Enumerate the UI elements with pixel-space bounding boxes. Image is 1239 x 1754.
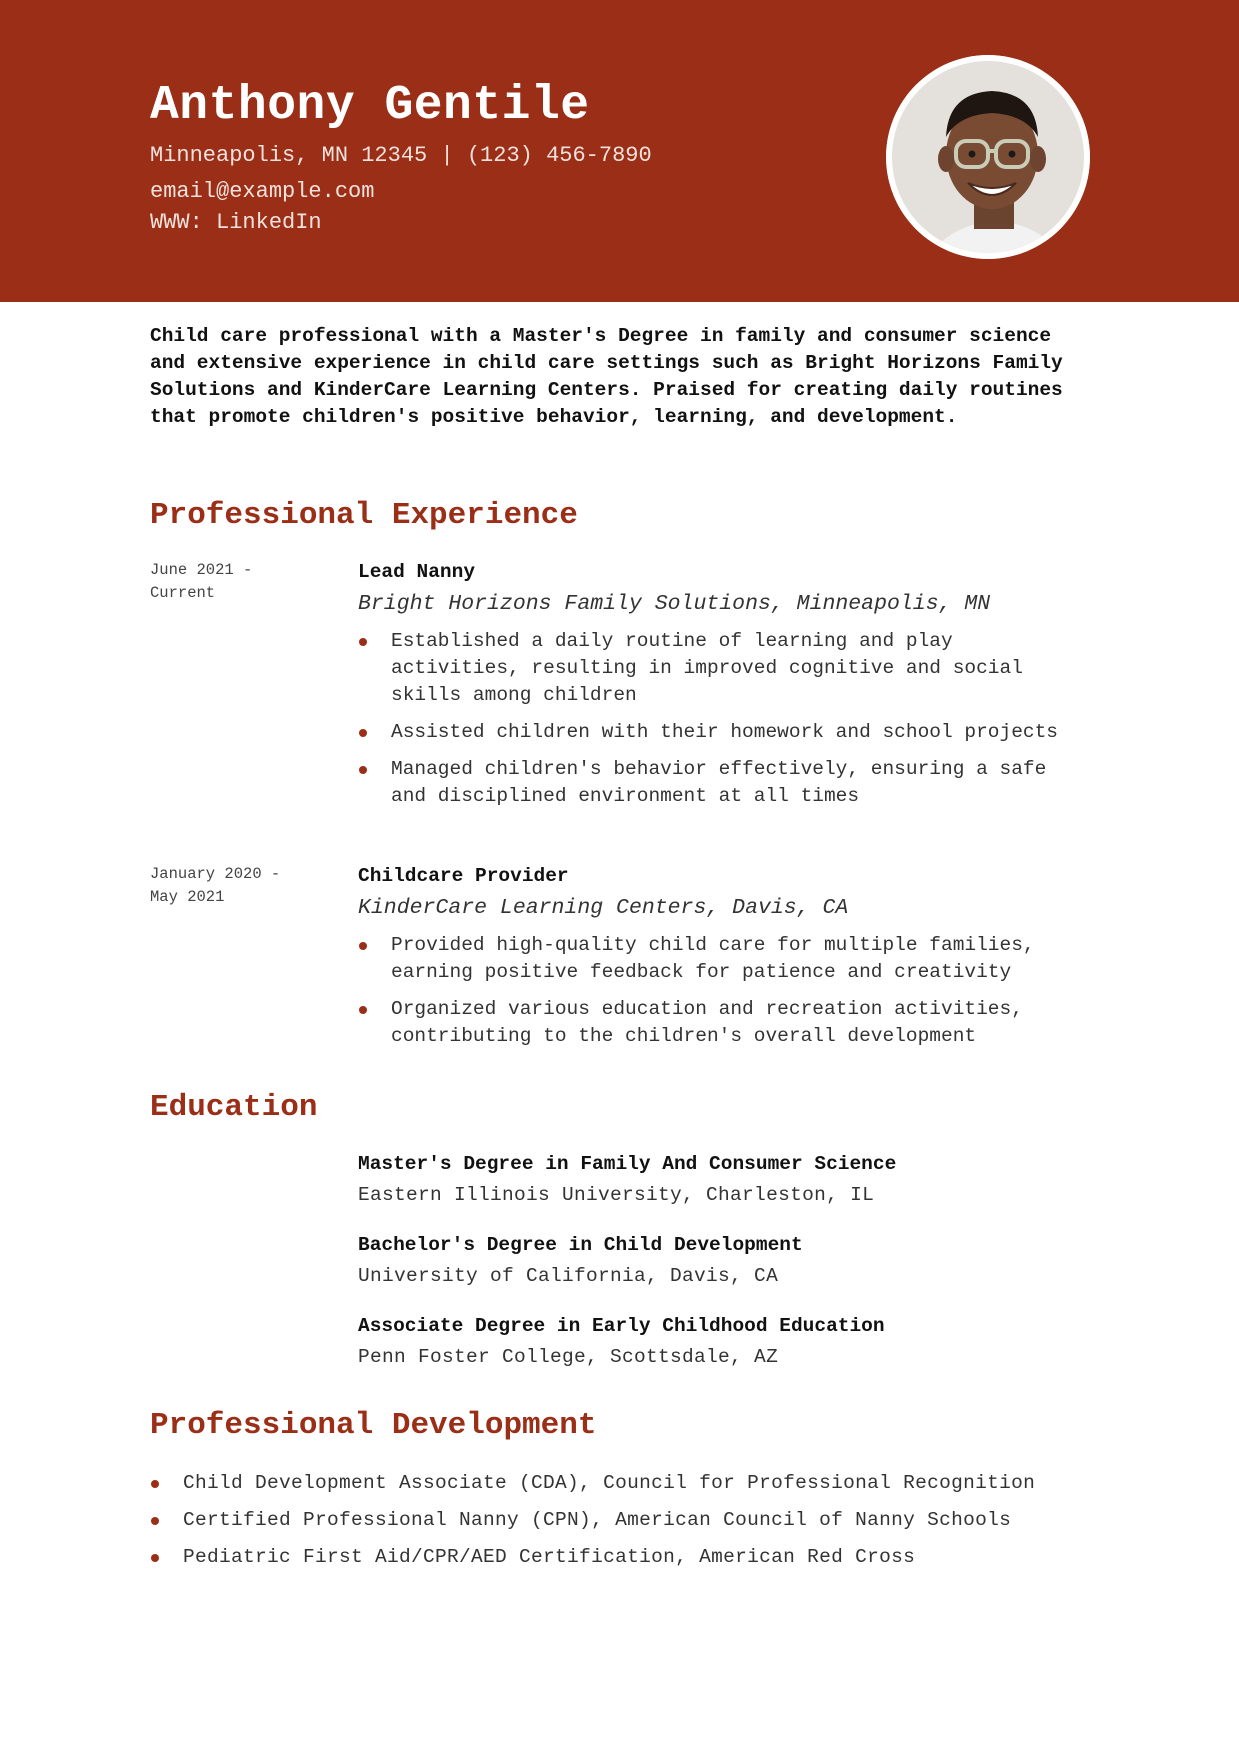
candidate-name: Anthony Gentile [150,79,590,133]
job-bullet [358,996,1088,1050]
date-start: January 2020 - [150,865,281,883]
bullet-dot-icon [151,1517,159,1525]
development-item-text: Child Development Associate (CDA), Council for Professional Recognition [183,1472,1036,1494]
experience-section-title: Professional Experience [150,498,578,533]
development-item [150,1507,1100,1534]
email-link[interactable]: email@example.com [150,179,375,204]
job-title: Lead Nanny [358,561,476,583]
date-end: Current [150,584,216,602]
job-bullet-list [358,932,1088,1060]
job-company: KinderCare Learning Centers, Davis, CA [358,896,849,920]
education-school: University of California, Davis, CA [358,1265,779,1287]
bullet-dot-icon [359,942,367,950]
development-item-text: Pediatric First Aid/CPR/AED Certification, American Red Cross [183,1546,916,1568]
job-bullet-text: Assisted children with their homework and school projects [391,721,1059,743]
education-school: Eastern Illinois University, Charleston, IL [358,1184,875,1206]
job-title: Childcare Provider [358,865,569,887]
job-bullet [358,756,1088,810]
job-bullet [358,932,1088,986]
education-school: Penn Foster College, Scottsdale, AZ [358,1346,779,1368]
education-degree: Associate Degree in Early Childhood Education [358,1315,885,1337]
job-bullet [358,628,1088,709]
profile-photo [886,55,1090,259]
education-section-title: Education [150,1090,318,1125]
profile-photo-image [886,55,1090,259]
bullet-dot-icon [151,1554,159,1562]
education-degree: Bachelor's Degree in Child Development [358,1234,803,1256]
development-section-title: Professional Development [150,1408,597,1443]
professional-summary: Child care professional with a Master's Degree in family and consumer science and extensive experience in child care settings such as Bright Horizons Family Solutions and KinderCare Learning Centers. Praised for creating daily routines that promote children's positive behavior, learning, and development. [150,325,1063,428]
job-bullet [358,719,1088,746]
development-item [150,1544,1100,1571]
bullet-dot-icon [359,766,367,774]
job-company: Bright Horizons Family Solutions, Minneapolis, MN [358,592,991,616]
bullet-dot-icon [151,1480,159,1488]
job-date-range [150,863,330,909]
job-bullet-text: Established a daily routine of learning and play activities, resulting in improved cognitive and social skills among children [391,630,1023,706]
job-bullet-text: Organized various education and recreation activities, contributing to the children's overall development [391,998,1023,1047]
bullet-dot-icon [359,1006,367,1014]
job-bullet-text: Provided high-quality child care for multiple families, earning positive feedback for patience and creativity [391,934,1035,983]
date-end: May 2021 [150,888,225,906]
linkedin-link[interactable]: WWW: LinkedIn [150,210,322,235]
education-degree: Master's Degree in Family And Consumer Science [358,1153,897,1175]
job-date-range [150,559,330,605]
job-bullet-text: Managed children's behavior effectively, ensuring a safe and disciplined environment at all times [391,758,1047,807]
address-phone: Minneapolis, MN 12345 | (123) 456-7890 [150,143,652,168]
development-list [150,1470,1100,1581]
development-item-text: Certified Professional Nanny (CPN), American Council of Nanny Schools [183,1509,1012,1531]
bullet-dot-icon [359,638,367,646]
date-start: June 2021 - [150,561,253,579]
bullet-dot-icon [359,729,367,737]
resume-header [0,0,1239,302]
job-bullet-list [358,628,1088,820]
development-item [150,1470,1100,1497]
